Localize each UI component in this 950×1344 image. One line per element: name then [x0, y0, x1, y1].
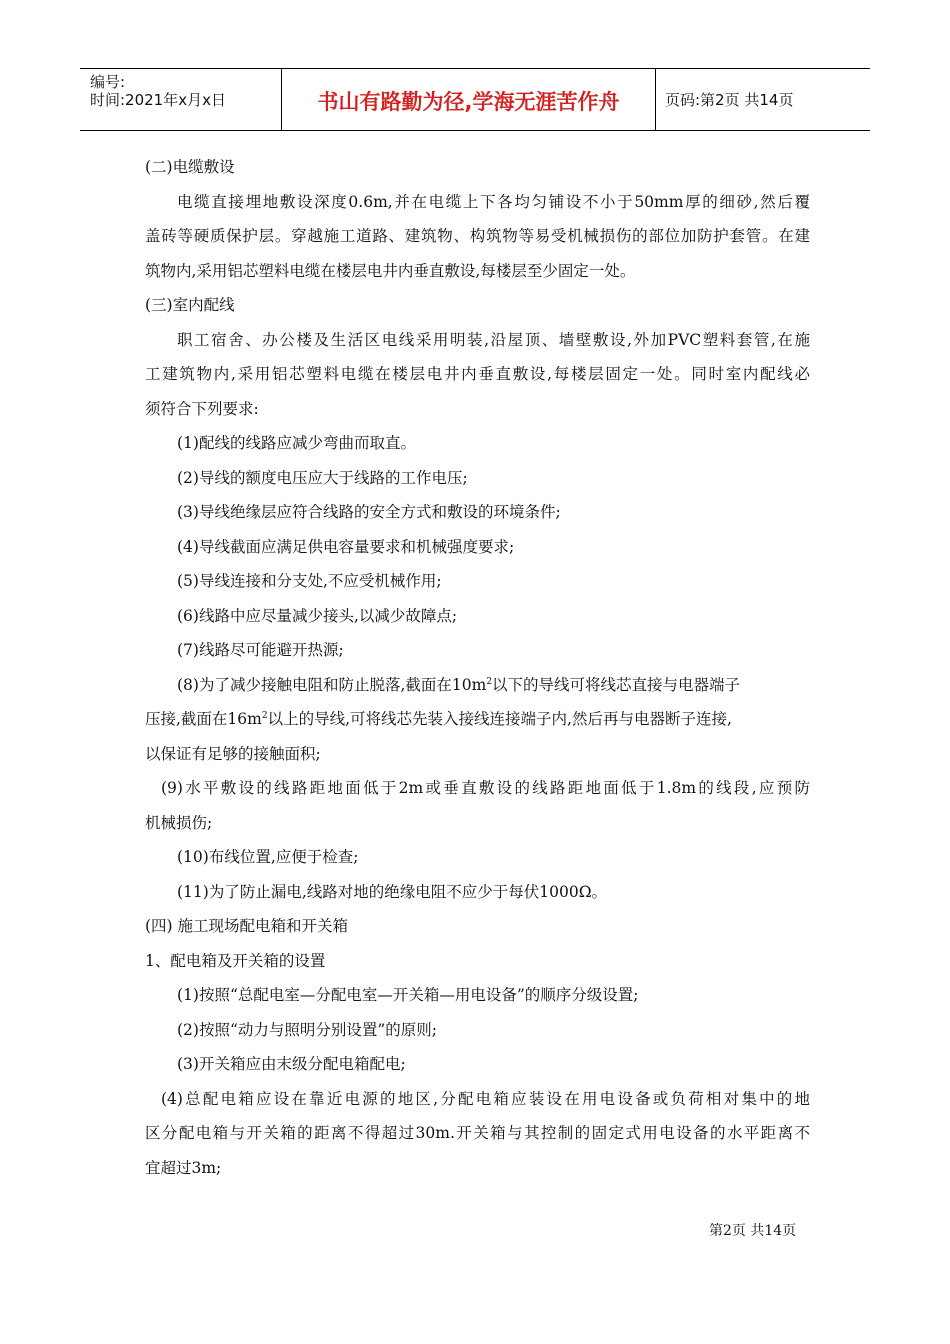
list-item-continuation: 以保证有足够的接触面积; — [145, 744, 321, 763]
section-heading: (四) 施工现场配电箱和开关箱 — [145, 917, 349, 935]
paragraph-line: 职工宿舍、办公楼及生活区电线采用明装,沿屋顶、墙壁敷设,外加PVC塑料套管,在施 — [177, 330, 810, 349]
document-number-label: 编号: — [90, 73, 126, 91]
list-item-text: 以下的导线可将线芯直接与电器端子 — [492, 675, 741, 694]
list-item: (4)导线截面应满足供电容量要求和机械强度要求; — [177, 537, 515, 556]
list-item: (11)为了防止漏电,线路对地的绝缘电阻不应少于每伏1000Ω。 — [177, 882, 608, 901]
list-item-continuation: 机械损伤; — [145, 813, 213, 832]
list-item-text: 以上的导线,可将线芯先装入接线连接端子内,然后再与电器断子连接, — [267, 710, 732, 728]
list-item: (2)按照“动力与照明分别设置”的原则; — [177, 1020, 438, 1039]
list-item-continuation: 区分配电箱与开关箱的距离不得超过30m.开关箱与其控制的固定式用电设备的水平距离不 — [145, 1124, 810, 1142]
list-item: (5)导线连接和分支处,不应受机械作用; — [177, 572, 442, 590]
list-item: (3)开关箱应由末级分配电箱配电; — [177, 1055, 406, 1073]
list-item: (1)按照“总配电室—分配电室—开关箱—用电设备”的顺序分级设置; — [177, 986, 639, 1004]
list-item: (10)布线位置,应便于检查; — [177, 848, 359, 866]
section-heading: (三)室内配线 — [145, 296, 235, 314]
paragraph-line: 工建筑物内,采用铝芯塑料电缆在楼层电井内垂直敷设,每楼层固定一处。同时室内配线必 — [145, 365, 810, 383]
list-item: (6)线路中应尽量减少接头,以减少故障点; — [177, 606, 458, 625]
list-item: (9)水平敷设的线路距地面低于2m或垂直敷设的线路距地面低于1.8m的线段,应预防 — [161, 779, 810, 797]
paragraph-line: 须符合下列要求: — [145, 399, 259, 418]
header-left-cell — [80, 69, 281, 130]
list-item: (3)导线绝缘层应符合线路的安全方式和敷设的环境条件; — [177, 503, 561, 521]
header-center-cell — [281, 69, 656, 130]
list-item-continuation — [145, 702, 810, 737]
superscript: 2 — [261, 710, 268, 721]
paragraph-line: 盖砖等硬质保护层。穿越施工道路、建筑物、构筑物等易受机械损伤的部位加防护套管。在建 — [145, 227, 810, 245]
document-body — [145, 150, 810, 1185]
list-item — [145, 668, 810, 703]
subsection-heading: 1、配电箱及开关箱的设置 — [145, 951, 326, 970]
superscript: 2 — [486, 676, 493, 687]
list-item-text: (8)为了减少接触电阻和防止脱落,截面在10m — [177, 675, 487, 694]
list-item: (7)线路尽可能避开热源; — [177, 641, 344, 659]
page-header — [80, 68, 870, 131]
list-item: (1)配线的线路应减少弯曲而取直。 — [177, 434, 416, 452]
header-page-label: 页码:第2页 共14页 — [665, 91, 794, 109]
list-item: (2)导线的额度电压应大于线路的工作电压; — [177, 468, 468, 487]
page-footer-number: 第2页 共14页 — [709, 1223, 797, 1239]
list-item-text: 压接,截面在16m — [145, 710, 262, 728]
header-right-cell — [655, 69, 870, 130]
list-item-continuation: 宜超过3m; — [145, 1158, 222, 1177]
header-motto: 书山有路勤为径,学海无涯苦作舟 — [317, 90, 620, 114]
list-item: (4)总配电箱应设在靠近电源的地区,分配电箱应装设在用电设备或负荷相对集中的地 — [161, 1089, 810, 1108]
paragraph-line: 电缆直接埋地敷设深度0.6m,并在电缆上下各均匀铺设不小于50mm厚的细砂,然后覆 — [177, 192, 810, 211]
document-time-label: 时间:2021年x月x日 — [90, 91, 226, 109]
section-heading: (二)电缆敷设 — [145, 158, 235, 176]
paragraph-line: 筑物内,采用铝芯塑料电缆在楼层电井内垂直敷设,每楼层至少固定一处。 — [145, 261, 636, 280]
